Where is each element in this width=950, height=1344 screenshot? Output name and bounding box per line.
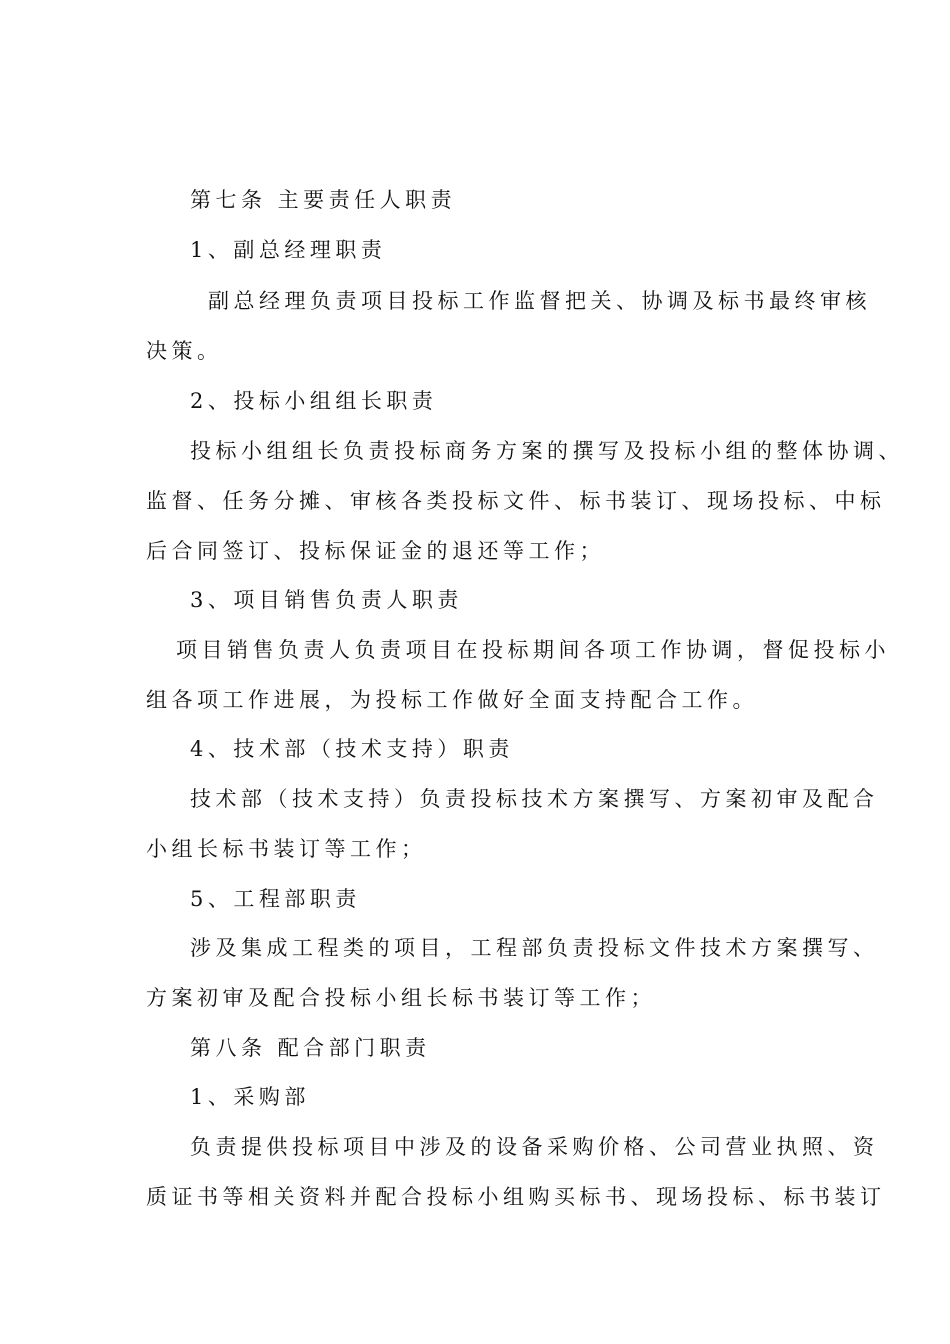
- item-3-heading: 3、项目销售负责人职责: [190, 588, 463, 612]
- item-2-body-line-3: 后合同签订、投标保证金的退还等工作；: [146, 539, 605, 563]
- item-2-heading: 2、投标小组组长职责: [190, 389, 438, 413]
- item-4-body-line-2: 小组长标书装订等工作；: [146, 837, 427, 861]
- item-2-body-line-1: 投标小组组长负责投标商务方案的撰写及投标小组的整体协调、: [190, 439, 904, 463]
- item-5-heading: 5、工程部职责: [190, 887, 361, 911]
- item-2-body-line-2: 监督、任务分摊、审核各类投标文件、标书装订、现场投标、中标: [146, 489, 886, 513]
- procurement-body-line-1: 负责提供投标项目中涉及的设备采购价格、公司营业执照、资: [190, 1135, 879, 1159]
- item-3-body-line-1: 项目销售负责人负责项目在投标期间各项工作协调，督促投标小: [176, 638, 890, 662]
- article-8-heading: 第八条 配合部门职责: [190, 1036, 431, 1060]
- item-5-body-line-2: 方案初审及配合投标小组长标书装订等工作；: [146, 986, 656, 1010]
- procurement-body-line-2: 质证书等相关资料并配合投标小组购买标书、现场投标、标书装订: [146, 1185, 886, 1209]
- item-5-body-line-1: 涉及集成工程类的项目，工程部负责投标文件技术方案撰写、: [190, 936, 879, 960]
- item-4-heading: 4、技术部（技术支持）职责: [190, 737, 514, 761]
- item-3-body-line-2: 组各项工作进展，为投标工作做好全面支持配合工作。: [146, 688, 758, 712]
- procurement-heading: 1、采购部: [190, 1085, 310, 1109]
- item-1-body-line-2: 决策。: [146, 339, 223, 363]
- item-4-body-line-1: 技术部（技术支持）负责投标技术方案撰写、方案初审及配合: [190, 787, 879, 811]
- item-1-heading: 1、副总经理职责: [190, 238, 387, 262]
- article-7-heading: 第七条 主要责任人职责: [190, 188, 457, 212]
- item-1-body-line-1: 副总经理负责项目投标工作监督把关、协调及标书最终审核: [208, 289, 871, 313]
